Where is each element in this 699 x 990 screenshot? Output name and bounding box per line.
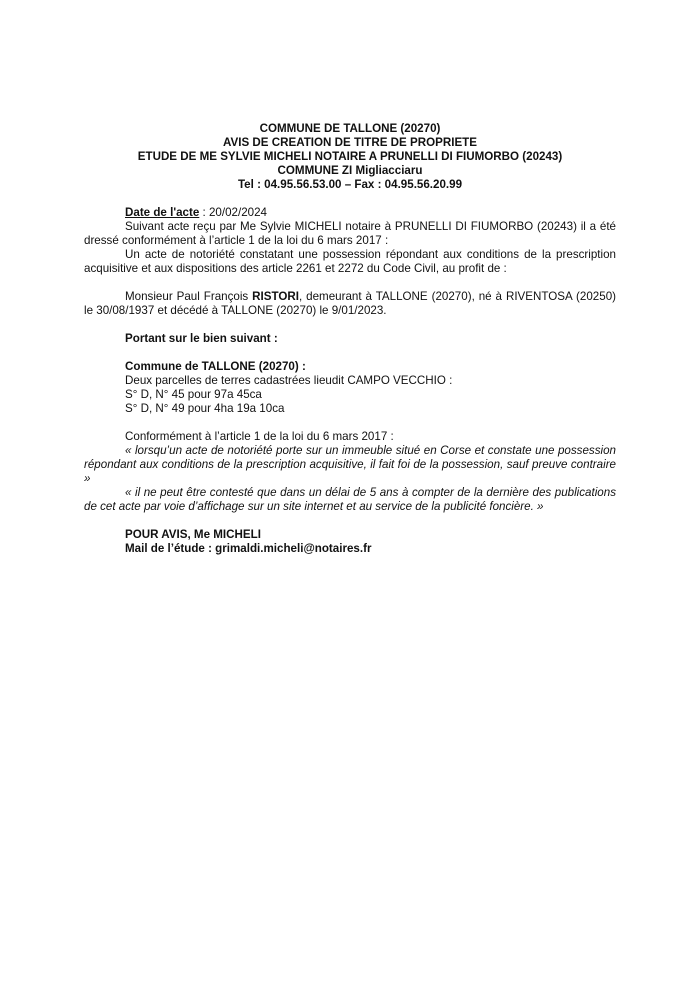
date-label: Date de l'acte xyxy=(125,206,200,219)
law-intro: Conformément à l’article 1 de la loi du 6 mars 2017 : xyxy=(125,430,394,443)
parcel-item: S° D, N° 45 pour 97a 45ca xyxy=(125,388,262,401)
header-etude: ETUDE DE ME SYLVIE MICHELI NOTAIRE A PRUNELLI DI FIUMORBO (20243) xyxy=(137,150,563,163)
header-commune: COMMUNE DE TALLONE (20270) xyxy=(259,122,441,135)
contact-email-line: Mail de l’étude : grimaldi.micheli@notaires.fr xyxy=(125,542,372,555)
document-header xyxy=(84,122,616,192)
date-line xyxy=(84,206,616,220)
signature-block xyxy=(84,528,616,556)
date-separator: : xyxy=(199,206,209,219)
beneficiary-paragraph xyxy=(84,290,616,318)
acte-paragraph-2: Un acte de notoriété constatant une possession répondant aux conditions de la prescription acquisitive et aux dispositions des article 2261 et 2272 du Code Civil, au profit de : xyxy=(84,248,616,275)
parcel-item: S° D, N° 49 pour 4ha 19a 10ca xyxy=(125,402,285,415)
header-title: AVIS DE CREATION DE TITRE DE PROPRIETE xyxy=(222,136,477,149)
header-commune-zi: COMMUNE ZI Migliacciaru xyxy=(277,164,423,177)
beneficiary-suffix: , demeurant à TALLONE (20270), né à RIVENTOSA (20250) le 30/08/1937 et décédé à TALLONE (20270) le 9/01/2023. xyxy=(84,290,616,317)
header-contact: Tel : 04.95.56.53.00 – Fax : 04.95.56.20.99 xyxy=(237,178,463,191)
legal-notice-document xyxy=(84,122,616,556)
law-quote-2: « il ne peut être contesté que dans un délai de 5 ans à compter de la dernière des publications de cet acte par voie d’affichage sur un site internet et au service de la publicité foncière. » xyxy=(84,486,616,513)
acte-paragraph-1: Suivant acte reçu par Me Sylvie MICHELI notaire à PRUNELLI DI FIUMORBO (20243) il a été dressé conformément à l’article 1 de la loi du 6 mars 2017 : xyxy=(84,220,616,247)
beneficiary-prefix: Monsieur Paul François xyxy=(125,290,253,303)
date-value: 20/02/2024 xyxy=(208,206,267,219)
property-details xyxy=(84,360,616,416)
property-commune: Commune de TALLONE (20270) : xyxy=(125,360,306,373)
property-heading: Portant sur le bien suivant : xyxy=(125,332,278,345)
law-quote-1: « lorsqu’un acte de notoriété porte sur un immeuble situé en Corse et constate une possession répondant aux conditions de la prescription acquisitive, il fait foi de la possession, sauf preuve contraire » xyxy=(84,444,616,485)
beneficiary-surname: RISTORI xyxy=(252,290,299,303)
property-description: Deux parcelles de terres cadastrées lieudit CAMPO VECCHIO : xyxy=(125,374,453,387)
signature-line: POUR AVIS, Me MICHELI xyxy=(125,528,261,541)
